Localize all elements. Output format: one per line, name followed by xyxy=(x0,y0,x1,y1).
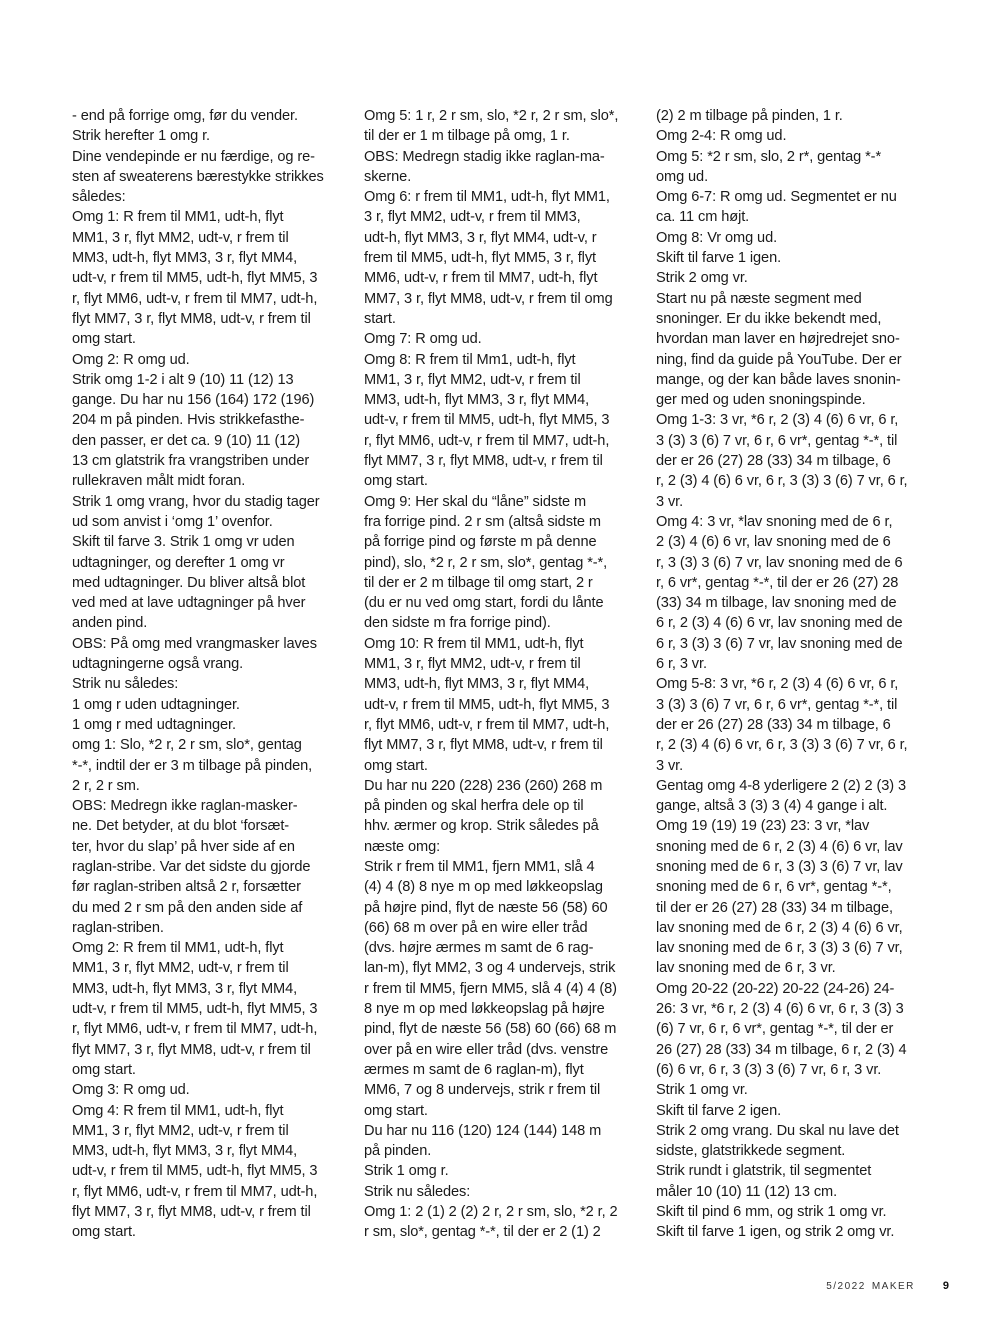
text-line: r frem til MM5, fjern MM5, slå 4 (4) 4 (8) xyxy=(364,980,617,997)
text-line: 8 nye m op med løkkeopslag på højre xyxy=(364,1001,605,1018)
text-line: r, flyt MM6, udt-v, r frem til MM7, udt-h, xyxy=(364,716,610,733)
text-line: (33) 34 m tilbage, lav snoning med de xyxy=(656,595,897,612)
text-line: (6) 7 vr, 6 r, 6 vr*, gentag *-*, til der er xyxy=(656,1021,894,1038)
text-line: Omg 5-8: 3 vr, *6 r, 2 (3) 4 (6) 6 vr, 6 r, xyxy=(656,676,899,693)
text-line: raglan-striben. xyxy=(72,919,164,936)
text-line: r, flyt MM6, udt-v, r frem til MM7, udt-h, xyxy=(72,290,318,307)
text-line: omg start. xyxy=(72,1061,136,1078)
text-line: 3 vr. xyxy=(656,493,684,510)
text-line: på pinden. xyxy=(364,1143,432,1160)
text-line: mange, og der kan både laves snonin- xyxy=(656,371,901,388)
text-line: Strik herefter 1 omg r. xyxy=(72,128,211,145)
text-line: Omg 8: Vr omg ud. xyxy=(656,229,778,246)
text-line: MM1, 3 r, flyt MM2, udt-v, r frem til xyxy=(364,371,581,388)
text-line: MM6, udt-v, r frem til MM7, udt-h, flyt xyxy=(364,270,598,287)
text-line: til der er 26 (27) 28 (33) 34 m tilbage, xyxy=(656,899,893,916)
text-line: flyt MM7, 3 r, flyt MM8, udt-v, r frem til xyxy=(364,453,603,470)
text-line: 3 r, flyt MM2, udt-v, r frem til MM3, xyxy=(364,209,581,226)
text-line: udt-v, r frem til MM5, udt-h, flyt MM5, 3 xyxy=(72,270,318,287)
text-line: omg start. xyxy=(72,331,136,348)
text-line: r sm, slo*, gentag *-*, til der er 2 (1) 2 xyxy=(364,1224,601,1241)
text-line: gange. Du har nu 156 (164) 172 (196) xyxy=(72,392,315,409)
text-line: (du er nu ved omg start, fordi du lånte xyxy=(364,595,604,612)
text-line: (66) 68 m over på en wire eller tråd xyxy=(364,919,588,936)
text-line: Omg 9: Her skal du “låne” sidste m xyxy=(364,493,587,510)
text-line: omg 1: Slo, *2 r, 2 r sm, slo*, gentag xyxy=(72,737,302,754)
text-line: Omg 10: R frem til MM1, udt-h, flyt xyxy=(364,635,584,652)
text-line: anden pind. xyxy=(72,615,148,632)
text-line: Strik nu således: xyxy=(364,1183,471,1200)
text-line: over på en wire eller tråd (dvs. venstre xyxy=(364,1041,609,1058)
text-line: r, 2 (3) 4 (6) 6 vr, 6 r, 3 (3) 3 (6) 7 vr, 6 r, xyxy=(656,737,908,754)
text-line: 3 (3) 3 (6) 7 vr, 6 r, 6 vr*, gentag *-*, til xyxy=(656,432,898,449)
text-line: MM1, 3 r, flyt MM2, udt-v, r frem til xyxy=(364,656,581,673)
text-line: Gentag omg 4-8 yderligere 2 (2) 2 (3) 3 xyxy=(656,777,906,794)
text-line: Skift til farve 2 igen. xyxy=(656,1102,782,1119)
text-line: frem til MM5, udt-h, flyt MM5, 3 r, flyt xyxy=(364,250,596,267)
text-line: (dvs. højre ærmes m samt de 6 rag- xyxy=(364,940,594,957)
text-column-2 xyxy=(364,106,640,1243)
text-line: Du har nu 220 (228) 236 (260) 268 m xyxy=(364,777,603,794)
text-line: skerne. xyxy=(364,168,412,185)
text-line: Omg 5: *2 r sm, slo, 2 r*, gentag *-* xyxy=(656,148,882,165)
text-line: med udtagninger. Du bliver altså blot xyxy=(72,574,306,591)
text-line: ærmes m samt de 6 raglan-m), flyt xyxy=(364,1061,584,1078)
text-line: flyt MM7, 3 r, flyt MM8, udt-v, r frem til xyxy=(72,1204,311,1221)
text-line: MM6, 7 og 8 undervejs, strik r frem til xyxy=(364,1082,601,1099)
text-line: lav snoning med de 6 r, 3 (3) 3 (6) 7 vr, xyxy=(656,940,903,957)
text-line: ger med og uden snoningspinde. xyxy=(656,392,866,409)
text-line: 204 m på pinden. Hvis strikkefasthe- xyxy=(72,412,305,429)
text-line: MM3, udt-h, flyt MM3, 3 r, flyt MM4, xyxy=(364,392,590,409)
text-line: flyt MM7, 3 r, flyt MM8, udt-v, r frem til xyxy=(364,737,603,754)
text-line: MM3, udt-h, flyt MM3, 3 r, flyt MM4, xyxy=(72,1143,298,1160)
text-line: Strik rundt i glatstrik, til segmentet xyxy=(656,1163,872,1180)
text-line: OBS: På omg med vrangmasker laves xyxy=(72,635,317,652)
text-line: 1 omg r med udtagninger. xyxy=(72,716,236,733)
text-line: MM3, udt-h, flyt MM3, 3 r, flyt MM4, xyxy=(364,676,590,693)
text-line: Strik 2 omg vr. xyxy=(656,270,748,287)
magazine-name: MAKER xyxy=(871,1281,915,1292)
text-line: der er 26 (27) 28 (33) 34 m tilbage, 6 xyxy=(656,716,891,733)
text-line: omg start. xyxy=(364,473,428,490)
text-line: Skift til farve 3. Strik 1 omg vr uden xyxy=(72,534,295,551)
text-line: Omg 1-3: 3 vr, *6 r, 2 (3) 4 (6) 6 vr, 6 r, xyxy=(656,412,899,429)
text-line: Strik nu således: xyxy=(72,676,179,693)
text-line: udt-v, r frem til MM5, udt-h, flyt MM5, 3 xyxy=(364,412,610,429)
text-line: snoning med de 6 r, 2 (3) 4 (6) 6 vr, lav xyxy=(656,838,903,855)
text-line: OBS: Medregn stadig ikke raglan-ma- xyxy=(364,148,605,165)
text-line: Omg 4: R frem til MM1, udt-h, flyt xyxy=(72,1102,284,1119)
text-line: omg ud. xyxy=(656,168,709,185)
text-line: udt-v, r frem til MM5, udt-h, flyt MM5, 3 xyxy=(364,696,610,713)
text-line: MM1, 3 r, flyt MM2, udt-v, r frem til xyxy=(72,1122,289,1139)
text-line: til der er 1 m tilbage på omg, 1 r. xyxy=(364,128,570,145)
text-line: 3 (3) 3 (6) 7 vr, 6 r, 6 vr*, gentag *-*, til xyxy=(656,696,898,713)
text-line: Omg 5: 1 r, 2 r sm, slo, *2 r, 2 r sm, slo*, xyxy=(364,108,619,124)
text-line: MM1, 3 r, flyt MM2, udt-v, r frem til xyxy=(72,229,289,246)
text-line: (2) 2 m tilbage på pinden, 1 r. xyxy=(656,108,843,124)
text-line: Omg 2-4: R omg ud. xyxy=(656,128,787,145)
text-line: lav snoning med de 6 r, 3 vr. xyxy=(656,960,836,977)
text-line: Omg 4: 3 vr, *lav snoning med de 6 r, xyxy=(656,513,893,530)
text-line: Omg 1: R frem til MM1, udt-h, flyt xyxy=(72,209,284,226)
text-line: omg start. xyxy=(364,1102,428,1119)
text-line: Du har nu 116 (120) 124 (144) 148 m xyxy=(364,1122,602,1139)
text-line: Omg 8: R frem til Mm1, udt-h, flyt xyxy=(364,351,576,368)
text-line: Omg 19 (19) 19 (23) 23: 3 vr, *lav xyxy=(656,818,870,835)
text-line: 6 r, 3 vr. xyxy=(656,656,707,673)
text-line: Omg 2: R frem til MM1, udt-h, flyt xyxy=(72,940,284,957)
text-line: udt-h, flyt MM3, 3 r, flyt MM4, udt-v, r xyxy=(364,229,597,246)
text-line: den passer, er det ca. 9 (10) 11 (12) xyxy=(72,432,301,449)
text-line: ca. 11 cm højt. xyxy=(656,209,750,226)
text-line: r, 3 (3) 3 (6) 7 vr, lav snoning med de 6 xyxy=(656,554,903,571)
text-line: Strik r frem til MM1, fjern MM1, slå 4 xyxy=(364,858,595,875)
text-line: start. xyxy=(364,310,396,327)
text-line: rullekraven målt midt foran. xyxy=(72,473,246,490)
text-line: r, flyt MM6, udt-v, r frem til MM7, udt-h, xyxy=(364,432,610,449)
text-line: udt-v, r frem til MM5, udt-h, flyt MM5, 3 xyxy=(72,1001,318,1018)
text-line: pind), slo, *2 r, 2 r sm, slo*, gentag *-*, xyxy=(364,554,608,571)
text-line: snoning med de 6 r, 3 (3) 3 (6) 7 vr, lav xyxy=(656,858,903,875)
text-line: 2 (3) 4 (6) 6 vr, lav snoning med de 6 xyxy=(656,534,891,551)
text-line: der er 26 (27) 28 (33) 34 m tilbage, 6 xyxy=(656,453,891,470)
text-line: hvordan man laver en højredrejet sno- xyxy=(656,331,900,348)
text-line: ter, hvor du slap’ på hver side af en xyxy=(72,838,295,855)
text-line: 13 cm glatstrik fra vrangstriben under xyxy=(72,453,310,470)
text-line: således: xyxy=(72,189,126,206)
text-line: Omg 6-7: R omg ud. Segmentet er nu xyxy=(656,189,897,206)
page-footer xyxy=(826,1280,949,1292)
text-line: r, flyt MM6, udt-v, r frem til MM7, udt-h, xyxy=(72,1183,318,1200)
text-line: du med 2 r sm på den anden side af xyxy=(72,899,303,916)
text-line: ne. Det betyder, at du blot ‘forsæt- xyxy=(72,818,290,835)
text-line: (4) 4 (8) 8 nye m op med løkkeopslag xyxy=(364,879,603,896)
text-line: 3 vr. xyxy=(656,757,684,774)
text-line: på pinden og skal herfra dele op til xyxy=(364,798,584,815)
text-line: ning, find da guide på YouTube. Der er xyxy=(656,351,902,368)
text-line: MM7, 3 r, flyt MM8, udt-v, r frem til omg xyxy=(364,290,613,307)
text-line: r, 6 vr*, gentag *-*, til der er 26 (27) 28 xyxy=(656,574,899,591)
text-line: Omg 3: R omg ud. xyxy=(72,1082,190,1099)
text-line: 1 omg r uden udtagninger. xyxy=(72,696,240,713)
text-line: til der er 2 m tilbage til omg start, 2 r xyxy=(364,574,593,591)
text-line: sten af sweaterens bærestykke strikkes xyxy=(72,168,324,185)
text-line: Start nu på næste segment med xyxy=(656,290,862,307)
text-line: ud som anvist i ‘omg 1’ ovenfor. xyxy=(72,513,273,530)
text-line: Strik omg 1-2 i alt 9 (10) 11 (12) 13 xyxy=(72,371,294,388)
text-line: Omg 20-22 (20-22) 20-22 (24-26) 24- xyxy=(656,980,895,997)
text-line: Strik 1 omg vrang, hvor du stadig tager xyxy=(72,493,320,510)
text-line: udtagninger, og derefter 1 omg vr xyxy=(72,554,285,571)
text-line: på forrige pind og første m på denne xyxy=(364,534,597,551)
text-line: lan-m), flyt MM2, 3 og 4 undervejs, strik xyxy=(364,960,616,977)
text-line: før raglan-striben altså 2 r, forsætter xyxy=(72,879,301,896)
text-line: Skift til farve 1 igen, og strik 2 omg vr. xyxy=(656,1224,895,1241)
text-line: snoninger. Er du ikke bekendt med, xyxy=(656,310,882,327)
text-line: Dine vendepinde er nu færdige, og re- xyxy=(72,148,315,165)
text-line: Omg 2: R omg ud. xyxy=(72,351,190,368)
text-line: udtagningerne også vrang. xyxy=(72,656,244,673)
text-line: pind, flyt de næste 56 (58) 60 (66) 68 m xyxy=(364,1021,617,1038)
text-line: Skift til pind 6 mm, og strik 1 omg vr. xyxy=(656,1204,887,1221)
text-line: 26: 3 vr, *6 r, 2 (3) 4 (6) 6 vr, 6 r, 3 (3) 3 xyxy=(656,1001,904,1018)
text-line: OBS: Medregn ikke raglan-masker- xyxy=(72,798,298,815)
text-line: raglan-stribe. Var det sidste du gjorde xyxy=(72,858,311,875)
text-line: næste omg: xyxy=(364,838,441,855)
text-line: hhv. ærmer og krop. Strik således på xyxy=(364,818,599,835)
text-line: måler 10 (10) 11 (12) 13 cm. xyxy=(656,1183,838,1200)
text-line: fra forrige pind. 2 r sm (altså sidste m xyxy=(364,513,601,530)
text-line: på højre pind, flyt de næste 56 (58) 60 xyxy=(364,899,608,916)
text-line: sidste, glatstrikkede segment. xyxy=(656,1143,846,1160)
text-line: den sidste m fra forrige pind). xyxy=(364,615,551,632)
issue-label: 5/2022 xyxy=(826,1281,866,1292)
text-line: 26 (27) 28 (33) 34 m tilbage, 6 r, 2 (3) 4 xyxy=(656,1041,907,1058)
text-line: Strik 1 omg vr. xyxy=(656,1082,748,1099)
text-line: *-*, indtil der er 3 m tilbage på pinden, xyxy=(72,757,313,774)
page-number: 9 xyxy=(942,1280,949,1292)
text-line: Omg 1: 2 (1) 2 (2) 2 r, 2 r sm, slo, *2 r, 2 xyxy=(364,1204,618,1221)
text-line: - end på forrige omg, før du vender. xyxy=(72,108,298,124)
text-line: gange, altså 3 (3) 3 (4) 4 gange i alt. xyxy=(656,798,888,815)
text-line: Skift til farve 1 igen. xyxy=(656,250,782,267)
text-line: Strik 1 omg r. xyxy=(364,1163,449,1180)
text-line: lav snoning med de 6 r, 2 (3) 4 (6) 6 vr, xyxy=(656,919,903,936)
text-line: udt-v, r frem til MM5, udt-h, flyt MM5, 3 xyxy=(72,1163,318,1180)
text-line: MM3, udt-h, flyt MM3, 3 r, flyt MM4, xyxy=(72,250,298,267)
text-line: r, flyt MM6, udt-v, r frem til MM7, udt-h, xyxy=(72,1021,318,1038)
text-line: omg start. xyxy=(364,757,428,774)
text-line: 2 r, 2 r sm. xyxy=(72,777,140,794)
text-line: snoning med de 6 r, 6 vr*, gentag *-*, xyxy=(656,879,892,896)
text-line: r, 2 (3) 4 (6) 6 vr, 6 r, 3 (3) 3 (6) 7 vr, 6 r, xyxy=(656,473,908,490)
text-column-1 xyxy=(72,106,348,1243)
text-line: Omg 6: r frem til MM1, udt-h, flyt MM1, xyxy=(364,189,610,206)
text-line: flyt MM7, 3 r, flyt MM8, udt-v, r frem til xyxy=(72,1041,311,1058)
text-line: flyt MM7, 3 r, flyt MM8, udt-v, r frem til xyxy=(72,310,311,327)
text-line: MM1, 3 r, flyt MM2, udt-v, r frem til xyxy=(72,960,289,977)
text-line: ved med at lave udtagninger på hver xyxy=(72,595,306,612)
text-line: omg start. xyxy=(72,1224,136,1241)
text-line: (6) 6 vr, 6 r, 3 (3) 3 (6) 7 vr, 6 r, 3 vr. xyxy=(656,1061,882,1078)
text-line: Omg 7: R omg ud. xyxy=(364,331,482,348)
text-line: MM3, udt-h, flyt MM3, 3 r, flyt MM4, xyxy=(72,980,298,997)
text-line: Strik 2 omg vrang. Du skal nu lave det xyxy=(656,1122,899,1139)
text-line: 6 r, 2 (3) 4 (6) 6 vr, lav snoning med de xyxy=(656,615,903,632)
text-line: 6 r, 3 (3) 3 (6) 7 vr, lav snoning med de xyxy=(656,635,903,652)
text-column-3 xyxy=(656,106,936,1243)
